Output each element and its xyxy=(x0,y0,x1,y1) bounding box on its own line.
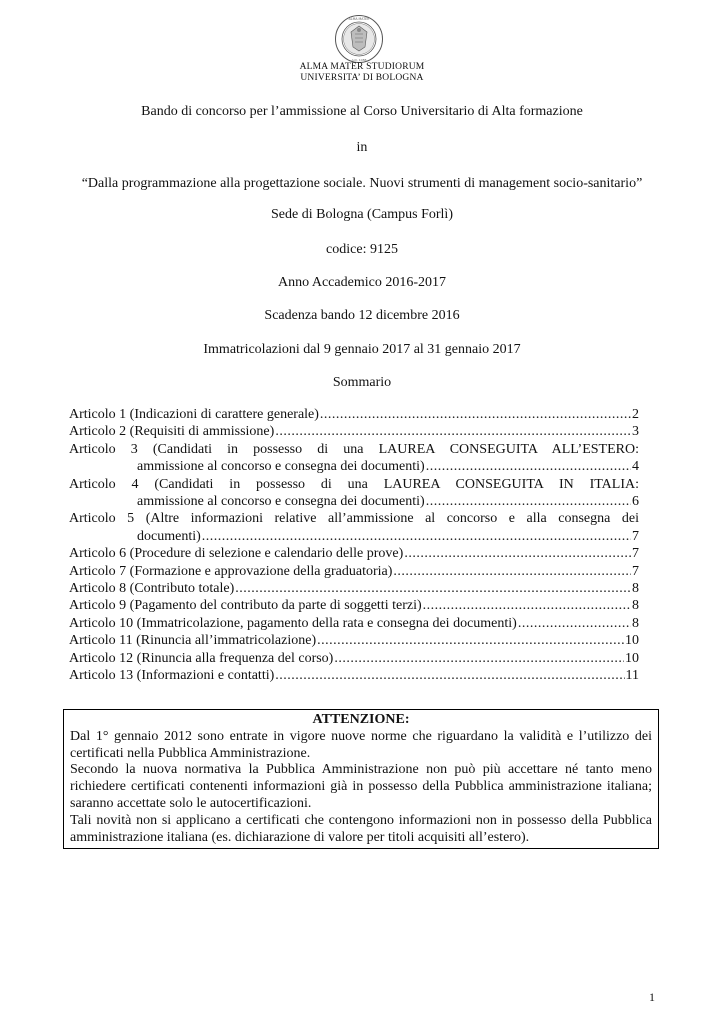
university-name-line2: UNIVERSITA’ DI BOLOGNA xyxy=(300,73,424,83)
toc-entry[interactable] xyxy=(69,406,639,423)
toc-entry-title: documenti) xyxy=(137,528,201,544)
university-seal-logo xyxy=(334,14,384,64)
toc-page-number: 11 xyxy=(625,667,639,683)
codice: codice: 9125 xyxy=(326,242,398,257)
attention-paragraph-3: Tali novità non si applicano a certificati che contengono informazioni non in possesso della Pubblica amministrazione italiana (es. dichiarazione di valore per titoli acquisiti all’estero). xyxy=(70,812,652,845)
toc-leader xyxy=(317,632,624,649)
toc-leader xyxy=(423,597,631,614)
attention-notice-box xyxy=(63,709,659,849)
toc-entry-title-line1: Articolo 3 (Candidati in possesso di una LAUREA CONSEGUITA ALL’ESTERO: xyxy=(69,441,639,457)
toc-page-number: 7 xyxy=(632,563,639,579)
toc-leader xyxy=(275,423,631,440)
toc-leader xyxy=(235,580,631,597)
toc-entry-title: Articolo 6 (Procedure di selezione e calendario delle prove) xyxy=(69,546,404,562)
table-of-contents xyxy=(69,406,639,684)
toc-page-number: 7 xyxy=(632,528,639,544)
toc-entry[interactable] xyxy=(69,580,639,597)
svg-text:ALMA MATER: ALMA MATER xyxy=(348,17,370,22)
attention-paragraph-2: Secondo la nuova normativa la Pubblica Amministrazione non può più accettare né tanto meno richiedere certificati contenenti informazioni già in possesso della Pubblica amministrazione italiana; saranno accettate solo le autocertificazioni. xyxy=(70,762,652,811)
toc-leader xyxy=(393,563,631,580)
toc-page-number: 3 xyxy=(632,424,639,440)
toc-entry-title: Articolo 7 (Formazione e approvazione della graduatoria) xyxy=(69,563,393,579)
toc-page-number: 8 xyxy=(632,598,639,614)
toc-entry[interactable] xyxy=(69,650,639,667)
toc-page-number: 8 xyxy=(632,580,639,596)
toc-entry[interactable] xyxy=(69,441,639,476)
toc-entry[interactable] xyxy=(69,563,639,580)
toc-entry[interactable] xyxy=(69,632,639,649)
toc-page-number: 10 xyxy=(625,633,639,649)
toc-leader xyxy=(404,545,631,562)
toc-leader xyxy=(275,667,624,684)
sede: Sede di Bologna (Campus Forlì) xyxy=(271,207,453,222)
toc-entry-title-line1: Articolo 4 (Candidati in possesso di una LAUREA CONSEGUITA IN ITALIA: xyxy=(69,476,639,492)
toc-entry-title: ammissione al concorso e consegna dei documenti) xyxy=(137,493,425,509)
toc-entry[interactable] xyxy=(69,476,639,511)
toc-entry-title: Articolo 8 (Contributo totale) xyxy=(69,580,235,596)
toc-leader xyxy=(426,493,631,510)
toc-entry-title: Articolo 13 (Informazioni e contatti) xyxy=(69,667,275,683)
toc-leader xyxy=(334,650,624,667)
toc-page-number: 2 xyxy=(632,407,639,422)
toc-page-number: 8 xyxy=(632,615,639,631)
university-name-line1: ALMA MATER STUDIORUM xyxy=(299,62,425,72)
attention-heading: ATTENZIONE: xyxy=(312,712,410,727)
toc-entry-title: Articolo 2 (Requisiti di ammissione) xyxy=(69,424,275,440)
course-title: “Dalla programmazione alla progettazione sociale. Nuovi strumenti di management socio-sanitario” xyxy=(81,176,643,191)
toc-page-number: 10 xyxy=(625,650,639,666)
toc-entry-title-line1: Articolo 5 (Altre informazioni relative all’ammissione al concorso e alla consegna dei xyxy=(69,511,639,527)
toc-leader xyxy=(202,528,631,545)
title-in: in xyxy=(356,140,368,155)
toc-entry[interactable] xyxy=(69,615,639,632)
bando-title: Bando di concorso per l’ammissione al Corso Universitario di Alta formazione xyxy=(141,104,583,119)
sommario-heading: Sommario xyxy=(332,375,392,390)
toc-leader xyxy=(426,458,631,475)
anno-accademico: Anno Accademico 2016-2017 xyxy=(278,275,446,290)
page-number: 1 xyxy=(649,990,655,1004)
toc-entry-title: ammissione al concorso e consegna dei documenti) xyxy=(137,459,425,475)
toc-entry-title: Articolo 9 (Pagamento del contributo da parte di soggetti terzi) xyxy=(69,598,422,614)
toc-entry[interactable] xyxy=(69,510,639,545)
toc-entry-title: Articolo 10 (Immatricolazione, pagamento della rata e consegna dei documenti) xyxy=(69,615,517,631)
toc-page-number: 4 xyxy=(632,459,639,475)
toc-entry-title: Articolo 11 (Rinuncia all’immatricolazione) xyxy=(69,633,317,649)
toc-leader xyxy=(320,406,631,423)
immatricolazioni-dates: Immatricolazioni dal 9 gennaio 2017 al 31 gennaio 2017 xyxy=(203,342,521,357)
toc-leader xyxy=(518,615,631,632)
toc-entry[interactable] xyxy=(69,423,639,440)
scadenza-bando: Scadenza bando 12 dicembre 2016 xyxy=(264,308,460,323)
toc-page-number: 7 xyxy=(632,546,639,562)
toc-entry[interactable] xyxy=(69,597,639,614)
toc-entry-title: Articolo 1 (Indicazioni di carattere generale) xyxy=(69,407,319,422)
toc-entry[interactable] xyxy=(69,545,639,562)
toc-page-number: 6 xyxy=(632,493,639,509)
toc-entry-title: Articolo 12 (Rinuncia alla frequenza del corso) xyxy=(69,650,334,666)
attention-paragraph-1: Dal 1° gennaio 2012 sono entrate in vigore nuove norme che riguardano la validità e l’utilizzo dei certificati nella Pubblica Amministrazione. xyxy=(70,728,652,761)
toc-entry[interactable] xyxy=(69,667,639,684)
svg-text:A.D. 1088: A.D. 1088 xyxy=(351,58,367,62)
